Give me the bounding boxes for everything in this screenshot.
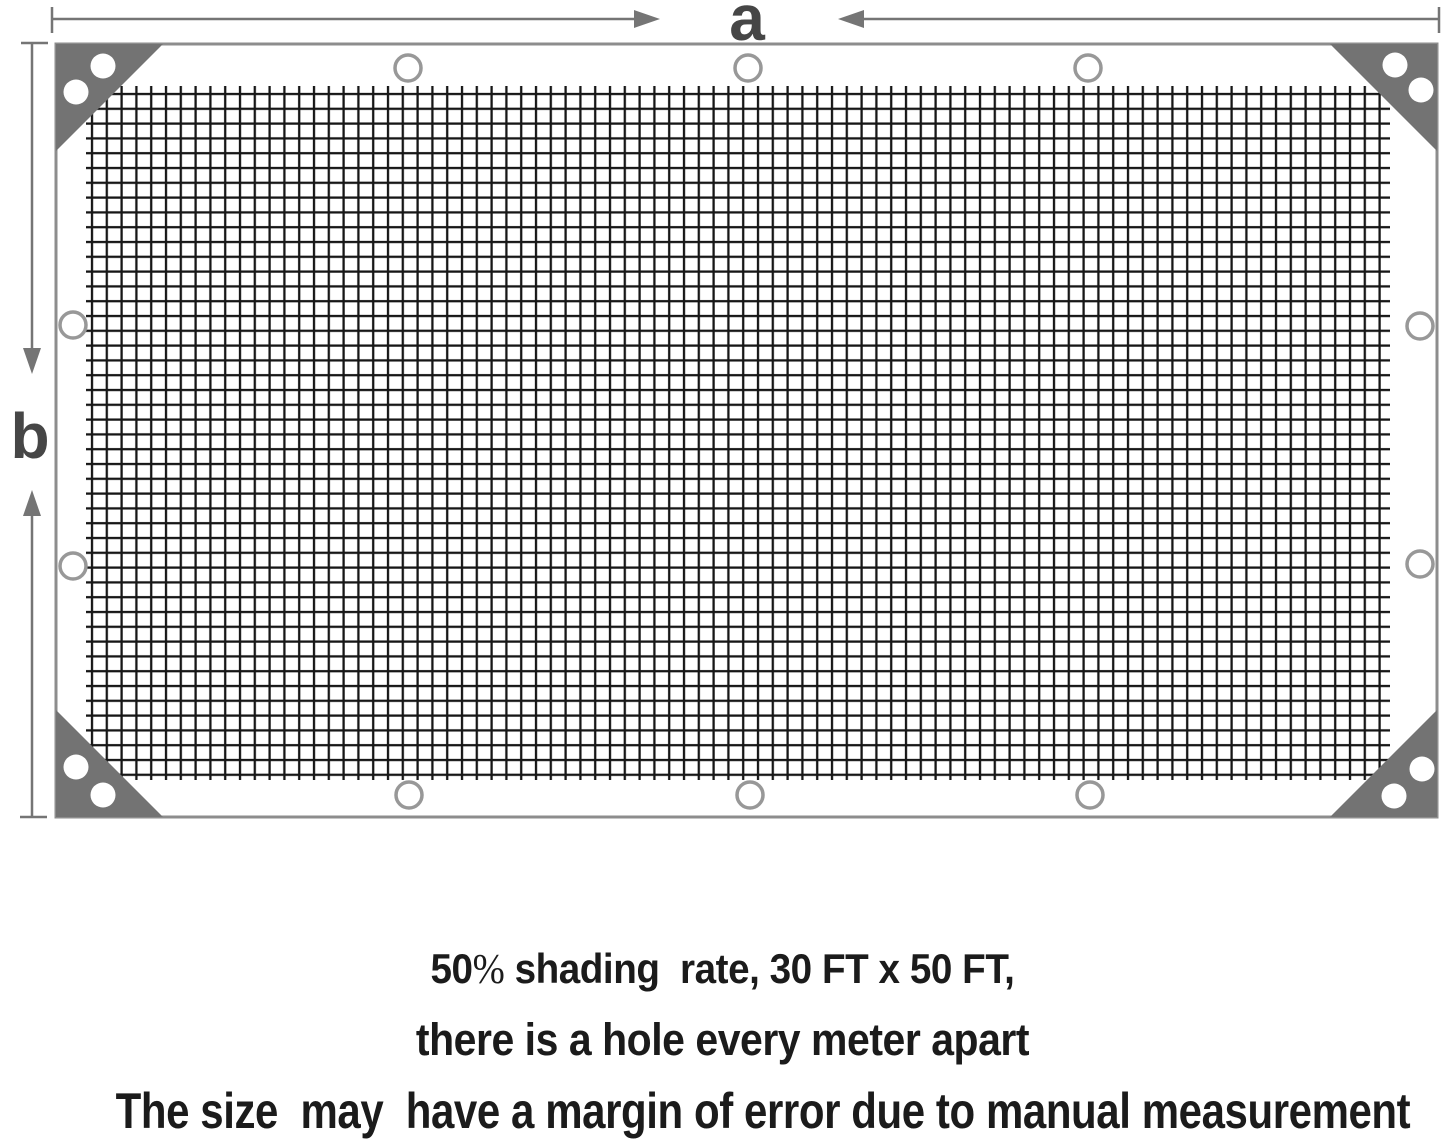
arrow-down-icon	[23, 348, 41, 374]
grommet	[1075, 55, 1101, 81]
mesh-net	[86, 86, 1390, 780]
caption-rest: shading rate, 30 FT x 50 FT,	[504, 945, 1015, 992]
caption-measurement-note: The size may have a margin of error due to manual measurement	[115, 1083, 1411, 1139]
caption-number: 50	[430, 945, 473, 992]
corner-grommet-hole	[64, 755, 89, 780]
arrow-up-icon	[23, 490, 41, 516]
corner-grommet-hole	[1382, 784, 1407, 809]
grommet	[60, 312, 86, 338]
grommet	[395, 55, 421, 81]
width-label-a: a	[729, 0, 765, 54]
corner-grommet-hole	[91, 783, 116, 808]
percent-sign: %	[472, 947, 505, 993]
grommet	[1407, 551, 1433, 577]
caption-shading-rate	[58, 946, 1387, 993]
grommet	[737, 782, 763, 808]
grommet	[60, 553, 86, 579]
caption-hole-spacing: there is a hole every meter apart	[415, 1014, 1030, 1065]
grommet	[396, 782, 422, 808]
corner-grommet-hole	[91, 54, 116, 79]
arrow-right-icon	[634, 10, 660, 28]
corner-grommet-hole	[1409, 78, 1434, 103]
grommet	[1077, 782, 1103, 808]
dimension-b	[10, 43, 49, 817]
corner-grommet-hole	[1410, 757, 1435, 782]
grommet	[1407, 313, 1433, 339]
height-label-b: b	[10, 400, 50, 472]
corner-grommet-hole	[64, 80, 89, 105]
grommet	[735, 55, 761, 81]
arrow-left-icon	[838, 10, 864, 28]
corner-grommet-hole	[1383, 53, 1408, 78]
